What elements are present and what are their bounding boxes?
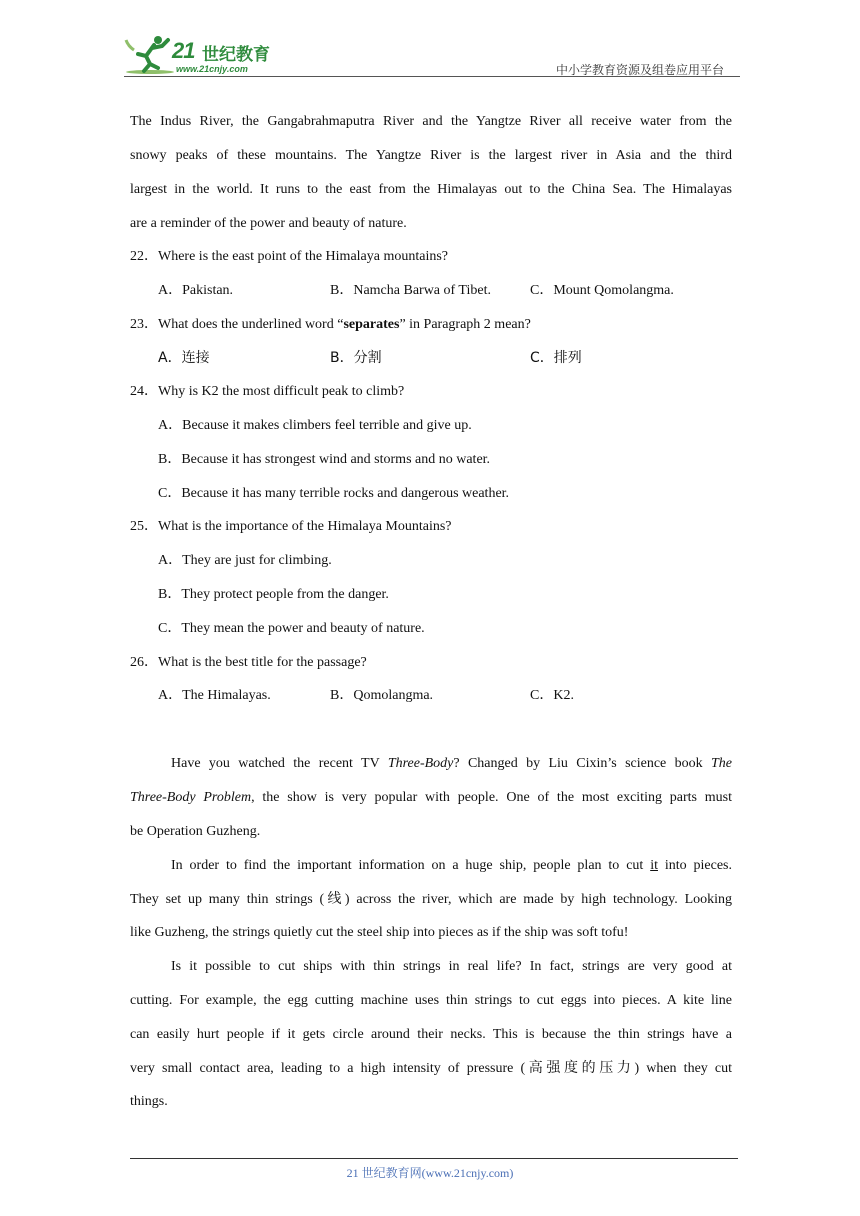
question-26-option-b: B．Qomolangma.: [330, 688, 434, 703]
platform-name: 中小学教育资源及组卷应用平台: [555, 63, 724, 77]
chinese-gloss: 线: [324, 891, 345, 907]
question-25-stem: 25．What is the importance of the Himalaya Mountains?: [130, 519, 452, 534]
question-25-option-b: B．They protect people from the danger.: [158, 587, 389, 602]
passage2-para1-line: [130, 788, 732, 808]
footer-text: 21 世纪教育网(www.21cnjy.com): [346, 1166, 514, 1180]
passage2-para2-line: [171, 856, 732, 876]
passage2-para1-line: [171, 754, 732, 774]
text-run: into pieces.: [657, 858, 732, 873]
question-23-option-a: A．连接: [158, 350, 210, 366]
passage2-para3-line: things.: [130, 1094, 168, 1109]
question-22-option-c: C．Mount Qomolangma.: [530, 283, 674, 298]
header-divider: [124, 76, 740, 77]
question-24-option-b: B．Because it has strongest wind and storms and no water.: [158, 452, 491, 467]
italic-title: Three-Body Problem: [130, 790, 252, 805]
site-logo: [124, 32, 294, 78]
text-run: In order to find the important information on a huge ship, people plan to cut: [171, 858, 651, 873]
text-run: Have you watched the recent TV: [171, 756, 388, 771]
text-run: , the show is very popular with people. One of the most exciting parts must: [251, 790, 732, 805]
question-26-stem: 26．What is the best title for the passage?: [130, 655, 367, 670]
chinese-gloss: 高强度的压力: [525, 1060, 635, 1076]
question-24-option-c: C．Because it has many terrible rocks and dangerous weather.: [158, 486, 510, 501]
passage2-para3-line: [130, 1058, 732, 1079]
question-25-option-a: A．They are just for climbing.: [158, 553, 332, 568]
passage1-line: The Indus River, the Gangabrahmaputra River and the Yangtze River all receive water from the: [130, 114, 732, 129]
passage1-line: snowy peaks of these mountains. The Yangtze River is the largest river in Asia and the third: [130, 148, 732, 163]
text-run: very small contact area, leading to a high intensity of pressure (: [130, 1061, 526, 1076]
passage2-para2-line: [130, 889, 732, 910]
text-run: ) across the river, which are made by high technology. Looking: [344, 892, 733, 907]
passage1-line: largest in the world. It runs to the east from the Himalayas out to the China Sea. The Himalayas: [130, 182, 732, 197]
passage1-line: are a reminder of the power and beauty of nature.: [130, 216, 407, 231]
italic-title: The: [711, 756, 732, 771]
question-22-option-a: A．Pakistan.: [158, 283, 234, 298]
question-23-stem-pre: 23．What does the underlined word “: [130, 317, 344, 332]
text-run: ) when they cut: [634, 1061, 732, 1076]
question-22-option-b: B．Namcha Barwa of Tibet.: [330, 283, 491, 298]
underlined-word: it: [650, 858, 658, 873]
question-23-keyword: separates: [343, 317, 400, 332]
logo-url: www.21cnjy.com: [176, 64, 248, 74]
runner-logo-icon: [124, 32, 174, 76]
question-23-option-c: C．排列: [530, 350, 582, 366]
question-26-option-c: C．K2.: [530, 688, 574, 703]
question-24-stem: 24．Why is K2 the most difficult peak to climb?: [130, 384, 405, 399]
page-header: [124, 32, 740, 78]
footer-divider: [130, 1158, 738, 1159]
italic-title: Three-Body: [387, 756, 454, 771]
logo-number: 21: [172, 38, 195, 63]
question-23-option-b: B．分割: [330, 350, 382, 366]
text-run: They set up many thin strings (: [130, 892, 325, 907]
question-25-option-c: C．They mean the power and beauty of nature.: [158, 621, 425, 636]
question-24-option-a: A．Because it makes climbers feel terrible and give up.: [158, 418, 472, 433]
passage2-para3-line: Is it possible to cut ships with thin strings in real life? In fact, strings are very good at: [171, 959, 732, 974]
question-26-option-a: A．The Himalayas.: [158, 688, 271, 703]
passage2-para2-line: like Guzheng, the strings quietly cut the steel ship into pieces as if the ship was soft tofu!: [130, 925, 629, 940]
logo-chinese-text: 世纪教育: [202, 45, 270, 65]
passage2-para3-line: can easily hurt people if it gets circle around their necks. This is because the thin strings have a: [130, 1027, 732, 1042]
question-22-stem: 22．Where is the east point of the Himalaya mountains?: [130, 249, 449, 264]
question-23-stem-post: ” in Paragraph 2 mean?: [399, 317, 531, 332]
passage2-para3-line: cutting. For example, the egg cutting machine uses thin strings to cut eggs into pieces. A kite line: [130, 993, 732, 1008]
text-run: ? Changed by Liu Cixin’s science book: [453, 756, 711, 771]
passage2-para1-line: be Operation Guzheng.: [130, 824, 261, 839]
question-23-stem: [130, 315, 531, 335]
